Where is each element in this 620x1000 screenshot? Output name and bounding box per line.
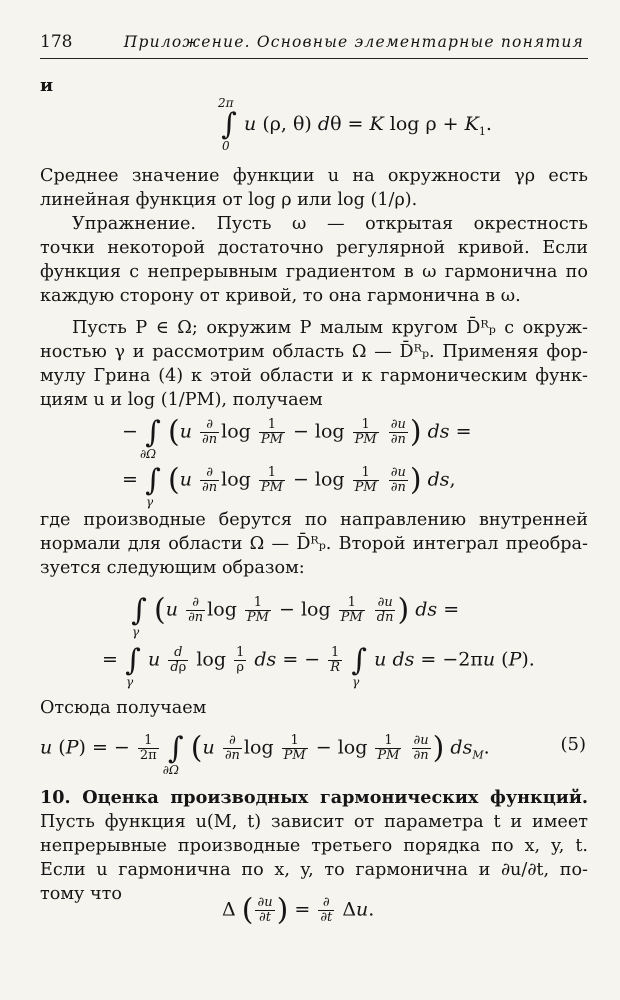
para2-line1: Упражнение. Пусть ω — открытая окрестность [72,214,588,234]
equation-4: ∫ γ (u $\frac{\partial}{\partial n}$ log $\frac{1}{PM}$ − log $\frac{1}{PM}$ $\frac{\partial u}{dn}$ ) ds = [131,592,460,639]
para2-line4: каждую сторону от кривой, то она гармонична в ω. [40,286,521,306]
para3-line2: ностью γ и рассмотрим область Ω — D̄ᴿₚ. Применяя фор- [40,342,588,362]
equation-2: − ∫ ∂Ω (u $\frac{\partial}{\partial n}$ log $\frac{1}{PM}$ − log $\frac{1}{PM}$ $\frac{\partial u}{\partial n}$ ) ds = [122,414,472,461]
page-header [40,30,588,59]
para4-line2: нормали для области Ω — D̄ᴿₚ. Второй интеграл преобра- [40,534,588,554]
para3-line4: циям u и log (1/PM), получаем [40,390,323,410]
equation-7: Δ ( $\frac{\partial u}{\partial t}$ ) = $\frac{\partial}{\partial t}$ Δu. [222,892,375,928]
equation-3: = ∫ γ (u $\frac{\partial}{\partial n}$ log $\frac{1}{PM}$ − log $\frac{1}{PM}$ $\frac{\partial u}{\partial n}$ ) ds, [122,462,456,509]
running-head: Приложение. Основные элементарные понятия [123,33,584,51]
para3-line1: Пусть P ∈ Ω; окружим P малым кругом D̄ᴿₚ с окруж- [72,318,588,338]
equation-6-number: (5) [560,734,586,755]
section-10-line5: тому что [40,884,122,904]
para2-line3: функция с непрерывным градиентом в ω гармонична по [40,262,588,282]
para3-line3: мулу Грина (4) к этой области и к гармоническим функ- [40,366,588,386]
page-number: 178 [40,32,73,52]
equation-1: ∫ 2π 0 u (ρ, θ) dθ = K $\log \rho + K_1$. [218,96,492,153]
para2-line2: точки некоторой достаточно регулярной кривой. Если [40,238,588,258]
section-10-line2: Пусть функция u(M, t) зависит от параметра t и имеет [40,812,588,832]
section-10-title: 10. Оценка производных гармонических функций. [40,787,588,808]
section-10-line3: непрерывные производные третьего порядка по x, y, t. [40,836,588,856]
para1-line1: Среднее значение функции u на окружности γρ есть [40,166,588,186]
equation-5: = ∫ γ u $\frac{d}{d\rho}$ log $\frac{1}{\rho}$ ds = − $\frac{1}{R}$ ∫ γ u ds = −2πu (P). [102,642,535,689]
conjunction-line: и [40,75,54,96]
para4-line1: где производные берутся по направлению внутренней [40,510,588,530]
para5-line1: Отсюда получаем [40,698,207,718]
para4-line3: зуется следующим образом: [40,558,305,578]
para1-line2: линейная функция от log ρ или log (1/ρ). [40,190,418,210]
section-10-line4: Если u гармонична по x, y, то гармонична и ∂u/∂t, по- [40,860,588,880]
equation-6: u (P) = − $\frac{1}{2\pi}$ ∫ ∂Ω (u $\frac{\partial}{\partial n}$ log $\frac{1}{PM}$ − log $\frac{1}{PM}$ $\frac{\partial u}{\partial n}$ ) $ds_M$. [40,730,490,777]
